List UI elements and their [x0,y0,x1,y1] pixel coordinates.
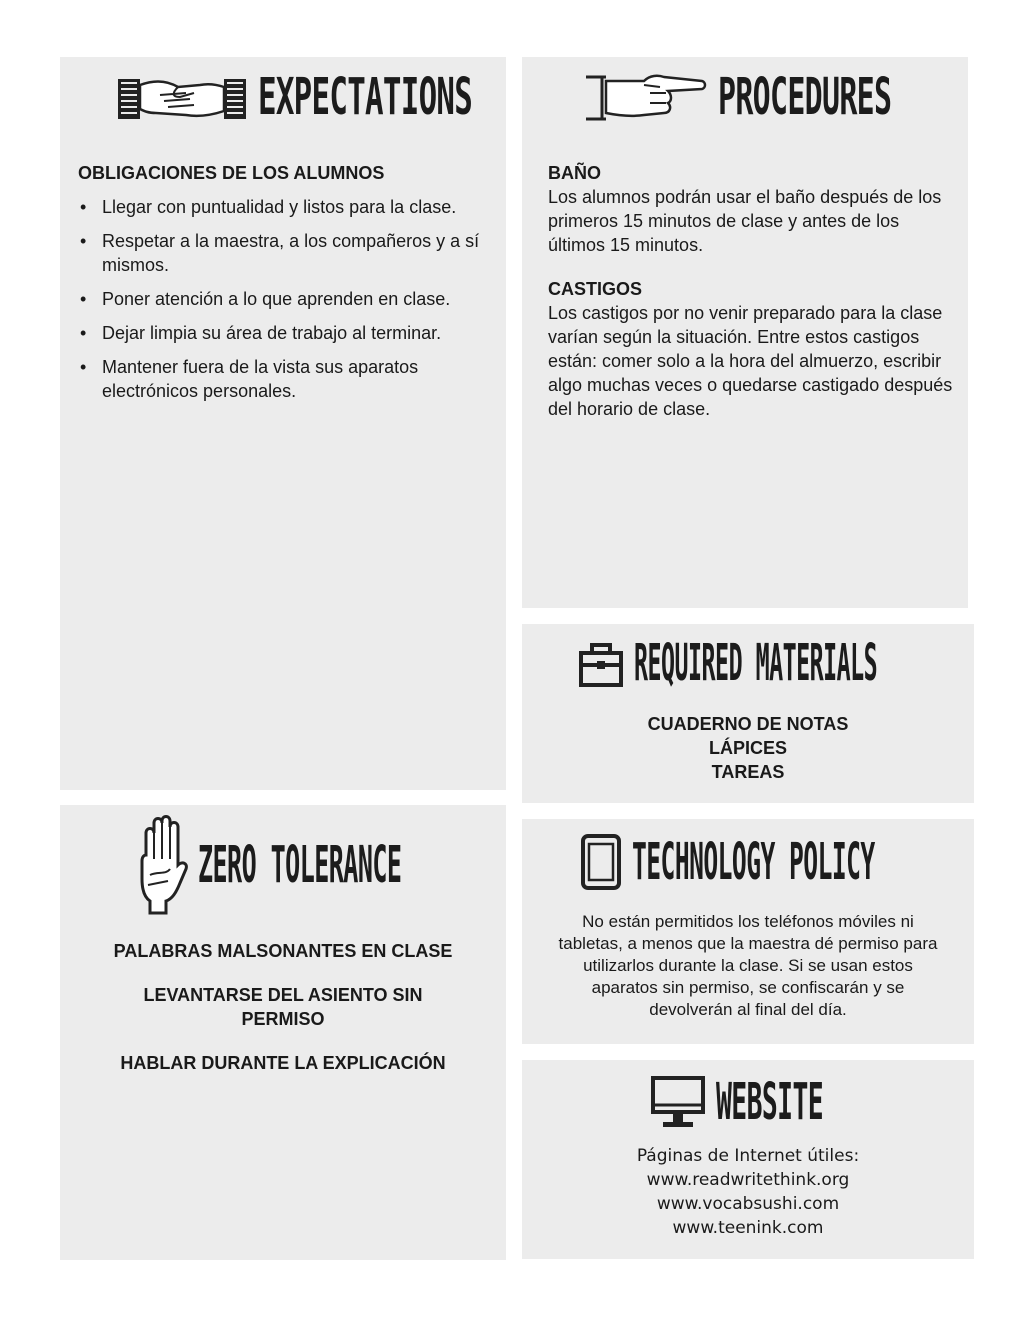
expectations-title: EXPECTATIONS [258,67,473,127]
website-link[interactable]: www.teenink.com [672,1218,824,1238]
website-link[interactable]: www.vocabsushi.com [656,1194,840,1214]
website-intro: Páginas de Internet útiles: [636,1146,860,1166]
zero-tolerance-item: HABLAR DURANTE LA EXPLICACIÓN [120,1053,446,1073]
handshake-icon [116,69,248,125]
technology-body: No están permitidos los teléfonos móviles ni tabletas, a menos que la maestra dé permiso para utilizarlos durante la clase. Si se usan estos aparatos sin permiso, se confiscarán y se devolverán al final del día. [558,912,938,1019]
list-item: • Dejar limpia su área de trabajo al terminar. [80,323,442,343]
zero-tolerance-heading [136,815,418,915]
technology-panel [522,819,974,1044]
zero-tolerance-item: LEVANTARSE DEL ASIENTO SIN PERMISO [143,985,423,1029]
website-panel [522,1060,974,1259]
zero-tolerance-title: ZERO TOLERANCE [198,835,402,895]
tablet-icon [580,833,622,891]
material-item: LÁPICES [708,738,787,758]
toolbox-icon [578,639,624,689]
monitor-icon [650,1074,706,1130]
bano-body: Los alumnos podrán usar el baño después de los primeros 15 minutos de clase y antes de los últimos 15 minutos. [548,187,942,255]
technology-heading [580,833,902,891]
material-item: CUADERNO DE NOTAS [647,714,849,734]
website-heading [650,1074,836,1130]
procedures-heading [584,69,958,125]
zero-tolerance-item: PALABRAS MALSONANTES EN CLASE [113,941,453,961]
technology-title: TECHNOLOGY POLICY [632,832,875,892]
list-item: • Respetar a la maestra, a los compañeros y a sí mismos. [80,231,480,275]
website-link[interactable]: www.readwritethink.org [646,1170,850,1190]
procedures-panel [522,57,968,608]
zero-tolerance-panel [60,805,506,1260]
list-item: • Mantener fuera de la vista sus aparatos electrónicos personales. [80,357,419,401]
castigos-heading: CASTIGOS [548,279,643,299]
list-item: • Poner atención a lo que aprenden en clase. [80,289,451,309]
raised-hand-icon [136,815,188,915]
procedures-title: PROCEDURES [718,67,892,127]
expectations-list [78,195,488,403]
materials-panel [522,624,974,803]
list-item: • Llegar con puntualidad y listos para la clase. [80,197,457,217]
pointing-hand-icon [584,69,708,125]
castigos-body: Los castigos por no venir preparado para la clase varían según la situación. Entre estos castigos están: comer solo a la hora del almuerzo, escribir algo muchas veces o quedarse castigado después del horario de clase. [548,303,953,419]
materials-title: REQUIRED MATERIALS [634,634,878,693]
expectations-heading [116,69,518,125]
bano-heading: BAÑO [548,163,601,183]
material-item: TAREAS [711,762,785,782]
materials-heading [578,634,914,693]
expectations-subtitle: OBLIGACIONES DE LOS ALUMNOS [78,163,385,183]
website-title: WEBSITE [716,1072,824,1132]
expectations-panel [60,57,506,790]
